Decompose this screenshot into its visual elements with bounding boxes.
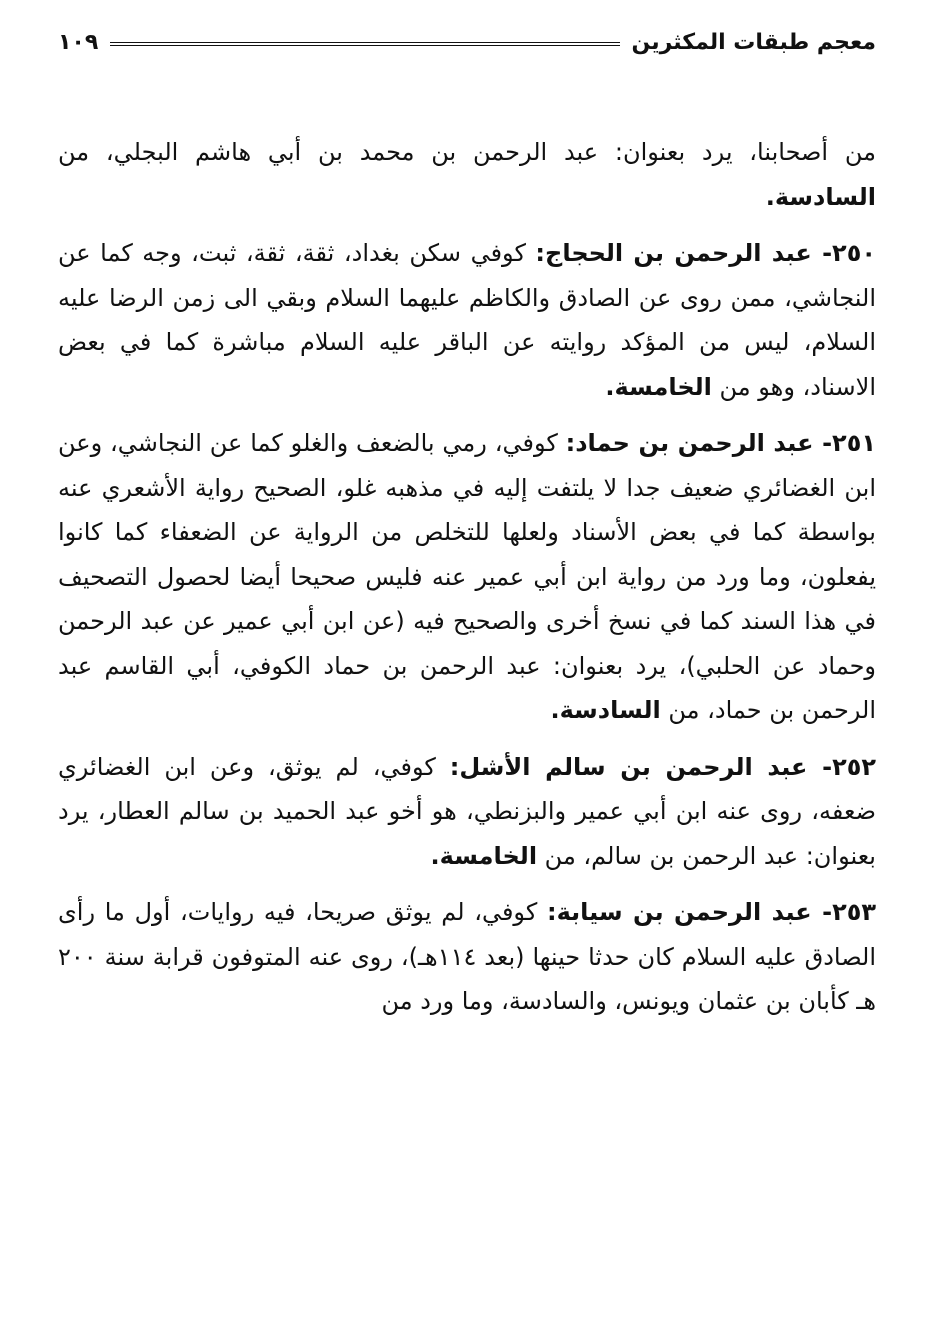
entry-text: كوفي، لم يوثق صريحا، فيه روايات، أول ما رأى الصادق عليه السلام كان حدثا حينها (بعد ١١٤هـ)، روى عنه المتوفون قرابة سنة ٢٠٠ هـ كأبان بن عثمان ويونس، والسادسة، وما ورد من [58, 898, 877, 1015]
entry-250 [58, 231, 876, 409]
entry-251 [58, 421, 876, 733]
entry-name: عبد الرحمن بن حماد: [565, 429, 823, 457]
entry-number: ٢٥١- [822, 429, 876, 457]
paragraph-tail: السادسة. [765, 182, 876, 211]
paragraph-text: من أصحابنا، يرد بعنوان: عبد الرحمن بن محمد بن أبي هاشم البجلي، من [58, 138, 876, 166]
entry-tail: الخامسة. [430, 841, 538, 870]
running-title: معجم طبقات المكثرين [631, 29, 876, 55]
entry-name: عبد الرحمن بن الحجاج: [535, 239, 823, 267]
page-number: ١٠٩ [58, 29, 99, 55]
entry-tail: الخامسة. [605, 372, 712, 401]
entry-name: عبد الرحمن بن سيابة: [546, 898, 823, 926]
page-body [58, 130, 876, 1024]
page-header [58, 22, 876, 62]
paragraph-continuation [58, 130, 876, 219]
entry-253 [58, 890, 876, 1024]
entry-text: كوفي سكن بغداد، ثقة، ثقة، ثبت، وجه كما عن النجاشي، ممن روى عن الصادق والكاظم عليهما السلام وبقي الى زمن الرضا عليه السلام، ليس من المؤكد روايته عن الباقر عليه السلام مباشرة كما في بعض الاسناد، وهو من [58, 239, 876, 401]
entry-name: عبد الرحمن بن سالم الأشل: [449, 752, 823, 781]
entry-number: ٢٥٣- [822, 898, 877, 926]
entry-text: كوفي، رمي بالضعف والغلو كما عن النجاشي، وعن ابن الغضائري ضعيف جدا لا يلتفت إليه في مذهبه غلو، الصحيح رواية الأشعري عنه بواسطة كما في بعض الأسناد ولعلها للتخلص من الرواية عن الضعفاء كما كانوا يفعلون، وما ورد من رواية ابن أبي عمير عنه فليس صحيحا أيضا لحصول التصحيف في هذا السند كما في نسخ أخرى والصحيح فيه (عن ابن أبي عمير عن عبد الرحمن وحماد عن الحلبي)، يرد بعنوان: عبد الرحمن بن حماد الكوفي، أبي القاسم عبد الرحمن بن حماد، من [58, 429, 876, 724]
header-rule [110, 42, 619, 46]
entry-text: كوفي، لم يوثق، وعن ابن الغضائري ضعفه، روى عنه ابن أبي عمير والبزنطي، هو أخو عبد الحميد بن سالم العطار، يرد بعنوان: عبد الرحمن بن سالم، من [58, 752, 876, 870]
entry-252 [58, 745, 876, 879]
entry-number: ٢٥٢- [822, 752, 877, 781]
entry-number: ٢٥٠- [822, 239, 876, 267]
entry-tail: السادسة. [550, 696, 661, 724]
